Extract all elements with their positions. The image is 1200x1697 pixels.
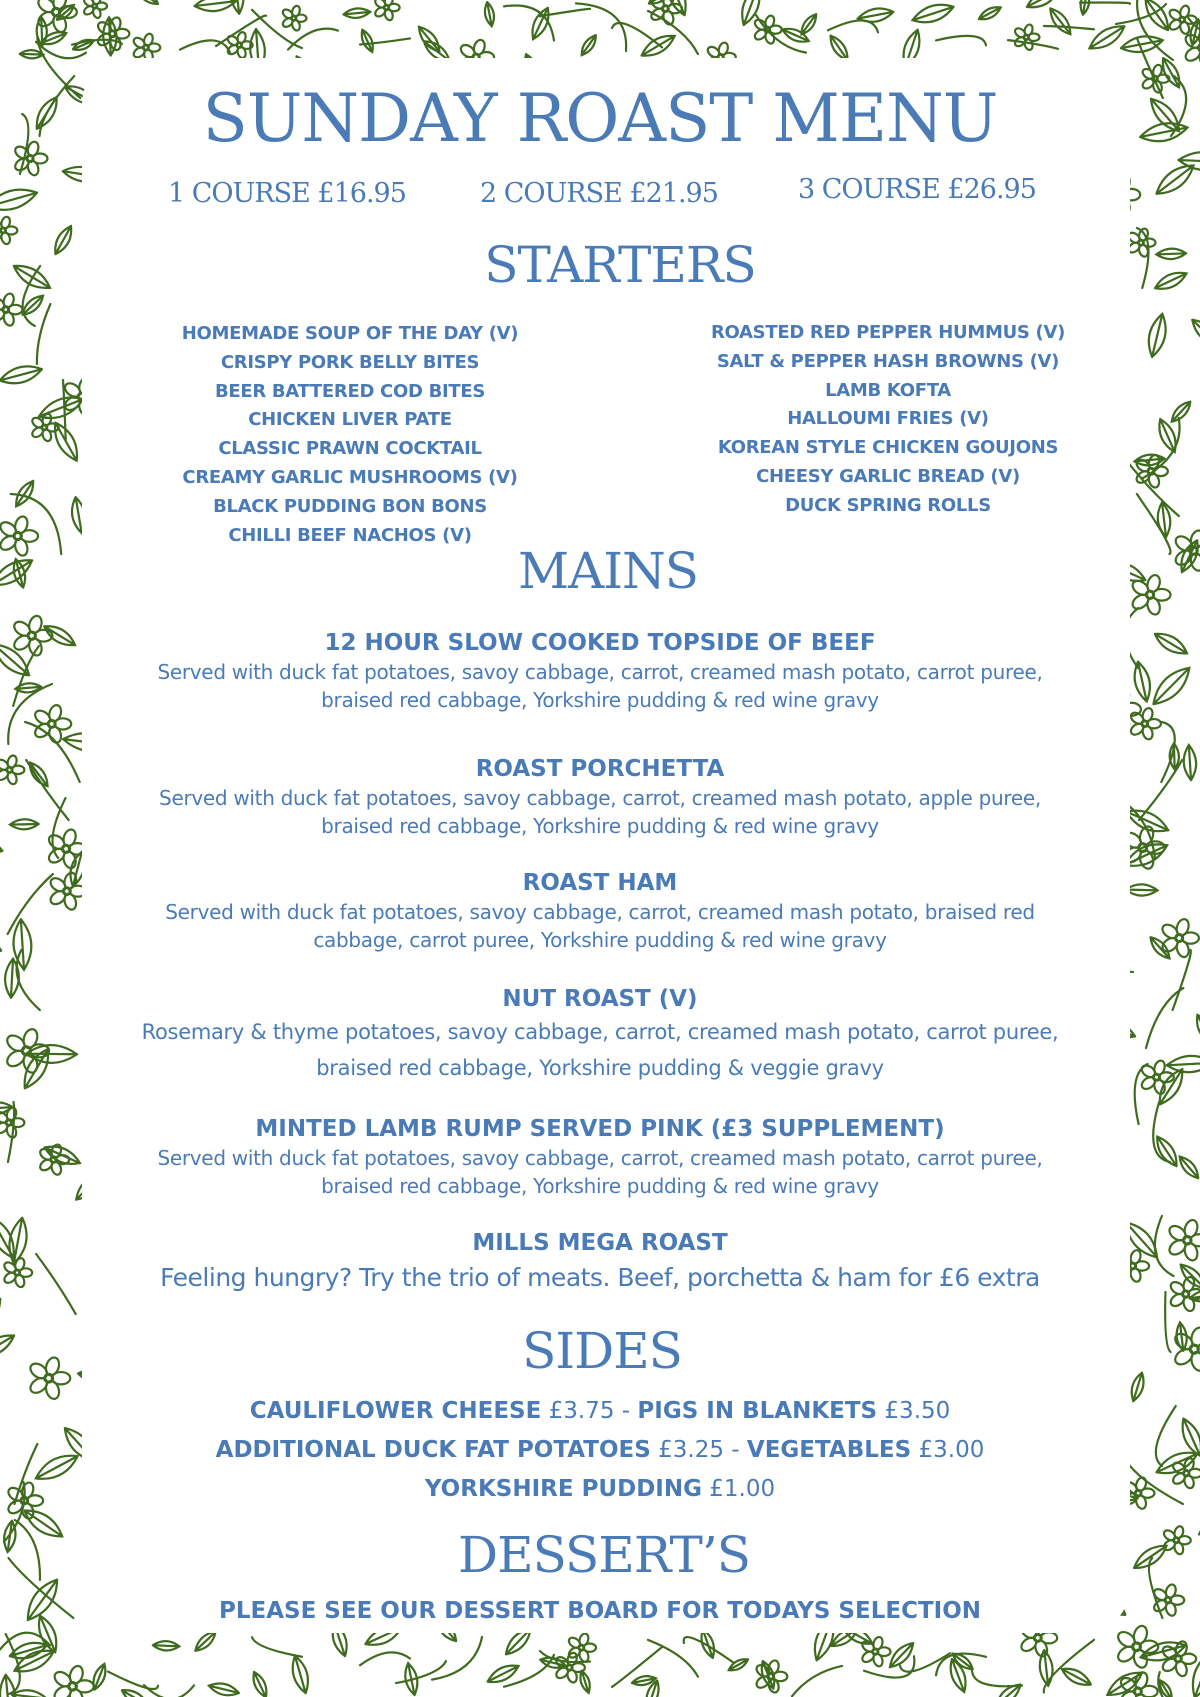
desserts-heading: DESSERT’S — [458, 1526, 750, 1584]
mains-heading: MAINS — [517, 542, 699, 600]
side-price: £3.00 — [918, 1437, 985, 1463]
main-item-name: ROAST HAM — [522, 870, 678, 896]
starter-item: CHEESY GARLIC BREAD (V) — [756, 465, 1020, 487]
menu-panel — [82, 58, 1130, 1633]
starter-item: HOMEMADE SOUP OF THE DAY (V) — [181, 323, 519, 344]
starter-item: HALLOUMI FRIES (V) — [787, 408, 989, 430]
main-item-desc: Served with duck fat potatoes, savoy cabbage, carrot, creamed mash potato, carrot puree, — [157, 660, 1043, 684]
starter-item: CHICKEN LIVER PATE — [248, 409, 452, 431]
main-item-desc: Rosemary & thyme potatoes, savoy cabbage, carrot, creamed mash potato, carrot puree, — [141, 1020, 1059, 1044]
starter-item: DUCK SPRING ROLLS — [785, 494, 991, 516]
main-item-desc: Served with duck fat potatoes, savoy cabbage, carrot, creamed mash potato, carrot puree, — [157, 1146, 1043, 1170]
main-item-beef — [90, 628, 1110, 714]
main-item-mega-roast — [80, 1228, 1120, 1298]
side-price: £1.00 — [709, 1476, 776, 1502]
main-item-desc: braised red cabbage, Yorkshire pudding & red wine gravy — [321, 814, 879, 838]
side-price: £3.50 — [884, 1398, 951, 1424]
starters-right-list — [698, 319, 1078, 521]
main-item-desc: cabbage, carrot puree, Yorkshire pudding & red wine gravy — [313, 928, 887, 952]
main-item-name: ROAST PORCHETTA — [475, 756, 725, 782]
price-1-course: 1 COURSE £16.95 — [168, 178, 406, 209]
side-separator: - — [723, 1437, 747, 1463]
price-2-course: 2 COURSE £21.95 — [480, 178, 718, 209]
sides-line-2 — [0, 1437, 1200, 1463]
sides-heading: SIDES — [522, 1322, 682, 1380]
starter-item: CHILLI BEEF NACHOS (V) — [228, 524, 472, 546]
main-item-name: NUT ROAST (V) — [502, 986, 698, 1012]
main-item-lamb — [90, 1114, 1110, 1200]
starter-item: CLASSIC PRAWN COCKTAIL — [218, 438, 482, 460]
main-item-desc: braised red cabbage, Yorkshire pudding & veggie gravy — [316, 1056, 884, 1080]
starters-left-list — [160, 320, 540, 550]
starter-item: CRISPY PORK BELLY BITES — [220, 351, 480, 373]
starter-item: SALT & PEPPER HASH BROWNS (V) — [716, 350, 1060, 372]
side-separator: - — [614, 1398, 638, 1424]
main-item-desc: braised red cabbage, Yorkshire pudding & red wine gravy — [321, 1174, 879, 1198]
main-item-nut-roast — [90, 984, 1110, 1086]
main-item-name: 12 HOUR SLOW COOKED TOPSIDE OF BEEF — [324, 630, 876, 656]
main-item-desc: Served with duck fat potatoes, savoy cabbage, carrot, creamed mash potato, braised red — [165, 900, 1035, 924]
starter-item: KOREAN STYLE CHICKEN GOUJONS — [717, 437, 1059, 459]
side-name: ADDITIONAL DUCK FAT POTATOES — [215, 1437, 651, 1463]
main-item-desc: braised red cabbage, Yorkshire pudding & red wine gravy — [321, 688, 879, 712]
main-item-name: MILLS MEGA ROAST — [472, 1230, 728, 1256]
price-3-course: 3 COURSE £26.95 — [798, 174, 1036, 205]
main-item-desc: Served with duck fat potatoes, savoy cabbage, carrot, creamed mash potato, apple puree, — [159, 786, 1041, 810]
starter-item: BLACK PUDDING BON BONS — [213, 495, 487, 517]
menu-title: SUNDAY ROAST MENU — [202, 80, 998, 157]
starter-item: CREAMY GARLIC MUSHROOMS (V) — [182, 466, 518, 488]
side-name: CAULIFLOWER CHEESE — [249, 1398, 542, 1424]
main-item-name: MINTED LAMB RUMP SERVED PINK (£3 SUPPLEMENT) — [255, 1116, 945, 1142]
main-item-porchetta — [90, 754, 1110, 840]
starter-item: LAMB KOFTA — [825, 379, 951, 401]
starters-heading: STARTERS — [484, 236, 756, 294]
side-price: £3.25 — [658, 1437, 724, 1463]
side-name: PIGS IN BLANKETS — [637, 1398, 878, 1424]
desserts-note: PLEASE SEE OUR DESSERT BOARD FOR TODAYS SELECTION — [218, 1598, 982, 1624]
sides-line-1 — [0, 1398, 1200, 1424]
starter-item: ROASTED RED PEPPER HUMMUS (V) — [710, 322, 1066, 343]
side-name: VEGETABLES — [746, 1437, 912, 1463]
side-price: £3.75 — [548, 1398, 615, 1424]
side-name: YORKSHIRE PUDDING — [424, 1476, 702, 1502]
main-item-ham — [90, 868, 1110, 954]
starter-item: BEER BATTERED COD BITES — [214, 380, 486, 402]
sides-line-3 — [0, 1476, 1200, 1502]
main-item-desc: Feeling hungry? Try the trio of meats. Beef, porchetta & ham for £6 extra — [160, 1263, 1040, 1292]
